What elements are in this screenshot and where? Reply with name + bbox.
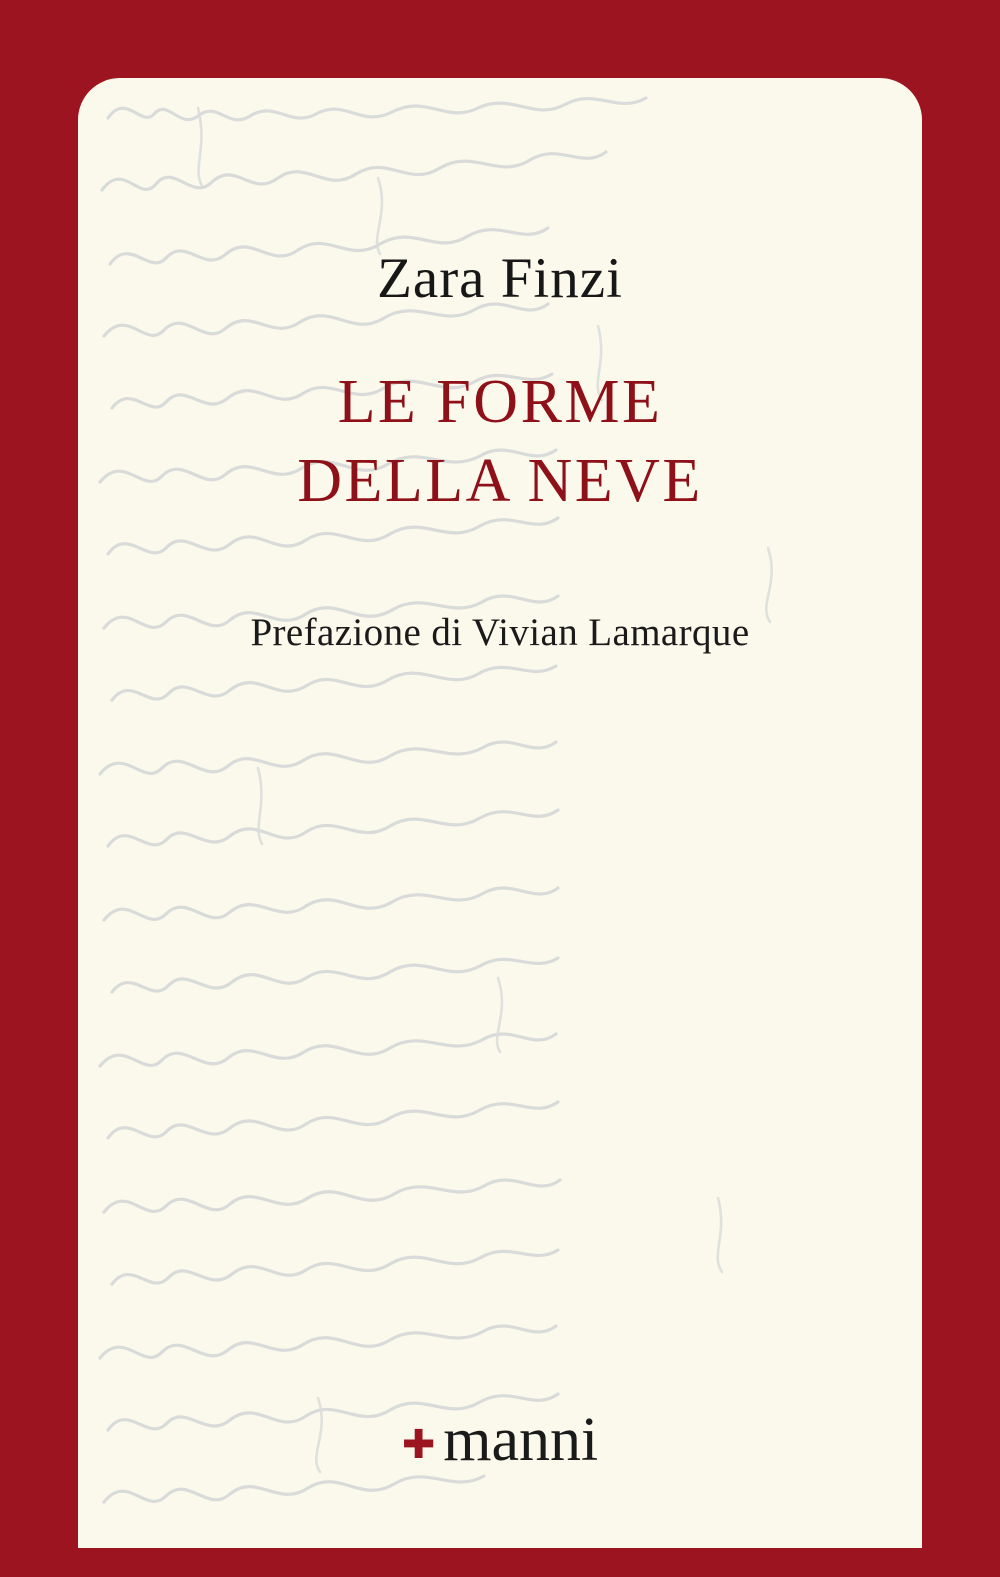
title-line-1: LE FORME — [337, 368, 663, 436]
book-title — [297, 363, 703, 522]
preface-credit: Prefazione di Vivian Lamarque — [250, 610, 750, 654]
cover-inner-panel — [78, 78, 922, 1548]
publisher-name: manni — [443, 1406, 599, 1474]
title-line-2: DELLA NEVE — [297, 447, 703, 516]
author-name: Zara Finzi — [377, 247, 623, 310]
cover-content — [78, 78, 922, 1548]
publisher-logo — [78, 1405, 922, 1476]
clover-plus-icon: ✚ — [401, 1421, 436, 1468]
